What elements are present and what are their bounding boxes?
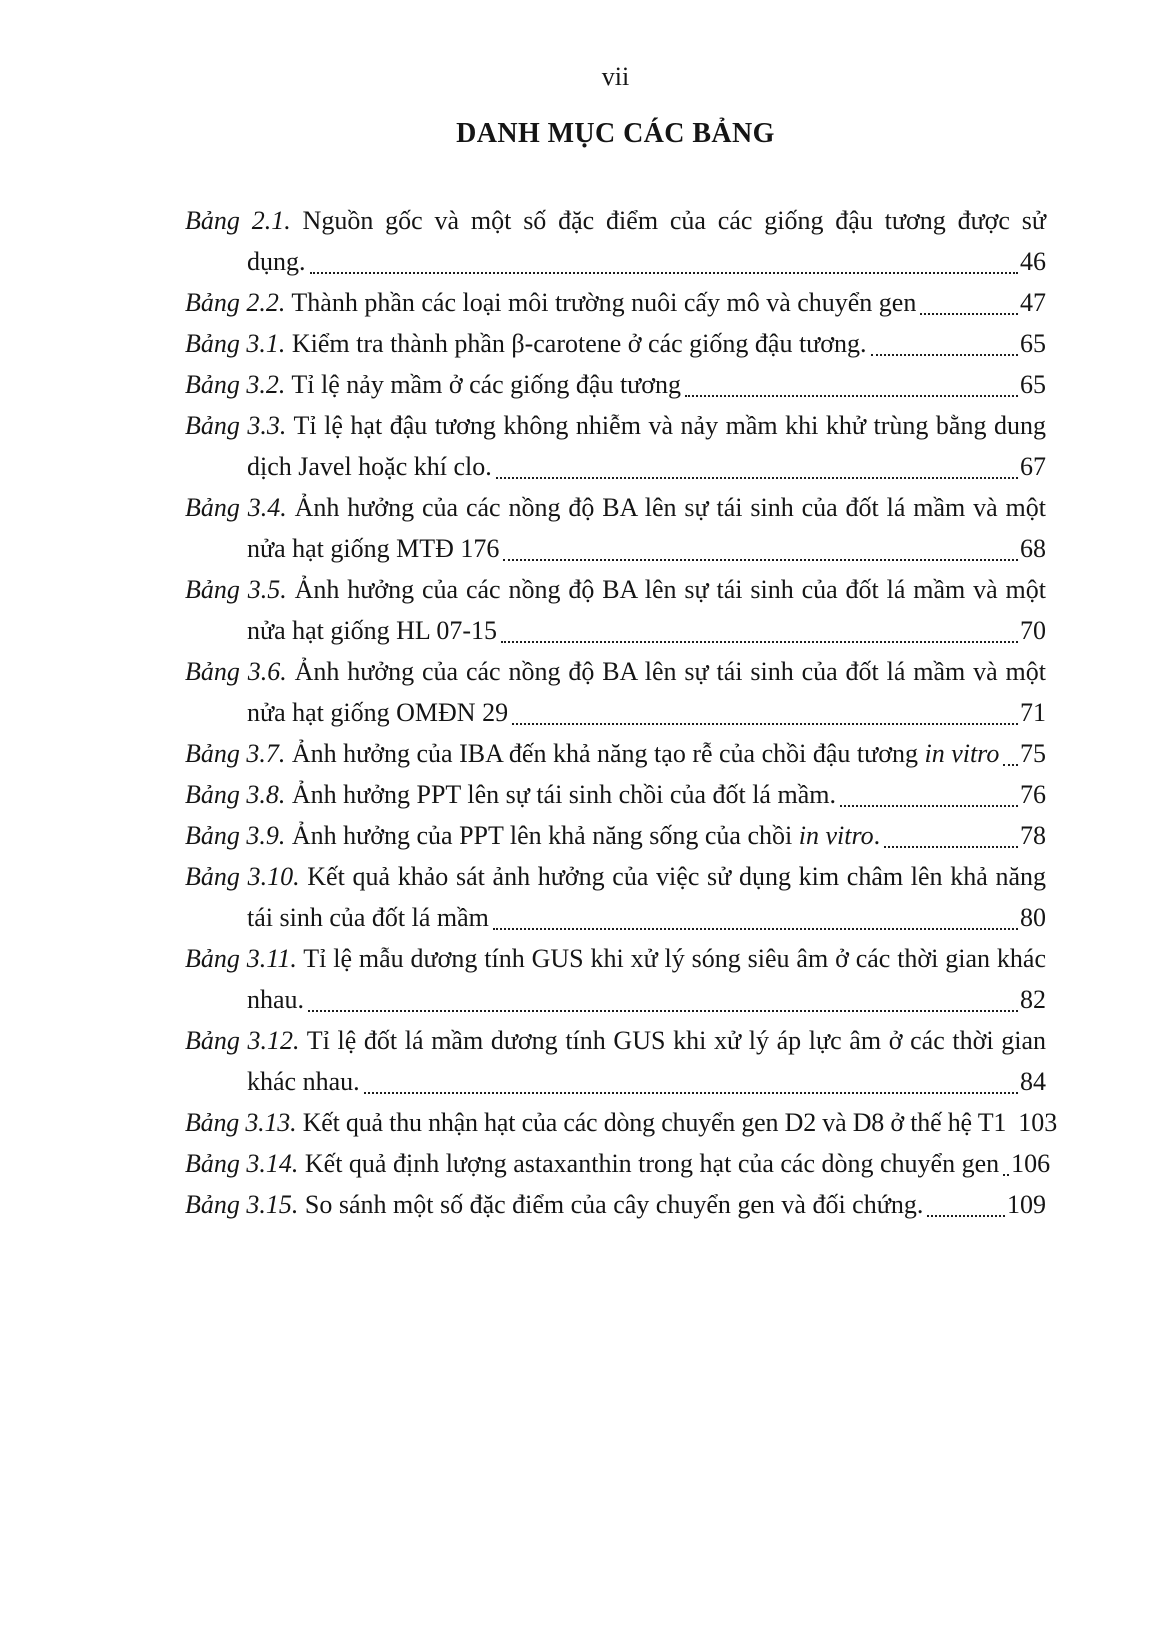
page-reference: 82 [1020,985,1046,1014]
toc-line [185,323,1046,364]
toc-italic-segment: Bảng 3.3. [185,411,287,440]
toc-line [185,241,1046,282]
page-reference: 109 [1007,1190,1046,1219]
toc-italic-segment: Bảng 3.7. [185,739,286,768]
toc-line-text [185,733,999,774]
toc-line [185,405,1046,446]
toc-text-segment: nửa hạt giống OMĐN 29 [247,698,509,727]
toc-line-text [247,979,304,1020]
toc-text-segment: dụng. [247,247,306,276]
page-reference: 78 [1020,821,1046,850]
toc-line [185,897,1046,938]
page-reference: 65 [1020,329,1046,358]
toc-line-text [247,446,492,487]
page-reference: 71 [1020,698,1046,727]
toc-line [185,815,1046,856]
page-reference: 68 [1020,534,1046,563]
page-reference: 46 [1020,247,1046,276]
toc-entry [185,651,1046,733]
toc-text-segment: khác nhau. [247,1067,360,1096]
toc-line [185,856,1046,897]
toc-text-segment: Kết quả định lượng astaxanthin trong hạt của các dòng chuyển gen [298,1149,1000,1178]
toc-line [185,1184,1046,1225]
toc-text-segment: Kết quả khảo sát ảnh hưởng của việc sử dụng kim châm lên khả năng [299,862,1046,891]
toc-line [185,1102,1058,1143]
toc-entry [185,1143,1051,1184]
toc-italic-segment: Bảng 3.9. [185,821,286,850]
toc-line-text [185,815,880,856]
toc-line-text [185,774,836,815]
toc-text-segment: Tỉ lệ nảy mầm ở các giống đậu tương [285,370,682,399]
toc-italic-segment: Bảng 3.2. [185,370,286,399]
toc-text-segment: So sánh một số đặc điểm của cây chuyển gen và đối chứng. [298,1190,924,1219]
page-reference: 103 [1018,1108,1058,1137]
dot-leader [685,395,1018,397]
toc-text-segment: Kiểm tra thành phần β-carotene ở các giống đậu tương. [285,329,867,358]
toc-entry [185,1102,1058,1143]
toc-line [185,610,1046,651]
toc-entry [185,323,1046,364]
toc-entry [185,364,1046,405]
toc-line-text [247,241,306,282]
toc-line [185,1061,1046,1102]
toc-text-segment: . [873,821,881,850]
toc-italic-segment: Bảng 3.12. [185,1026,300,1055]
toc-entry [185,487,1046,569]
toc-italic-segment: Bảng 3.5. [185,575,287,604]
toc-line [185,487,1046,528]
table-of-contents-list [185,200,1058,1225]
toc-italic-segment: Bảng 2.2. [185,288,286,317]
toc-line [185,364,1046,405]
toc-italic-segment: Bảng 3.1. [185,329,286,358]
toc-italic-segment: Bảng 3.4. [185,493,287,522]
dot-leader [493,928,1018,930]
toc-line [185,774,1046,815]
toc-line-text [185,1102,1006,1143]
toc-line-text [185,493,1046,522]
toc-entry [185,1184,1046,1225]
toc-line [185,938,1046,979]
toc-line-text [185,862,1046,891]
page-reference: 70 [1020,616,1046,645]
page-reference: 47 [1020,288,1046,317]
dot-leader [496,477,1018,479]
toc-text-segment: Tỉ lệ mẫu dương tính GUS khi xử lý sóng siêu âm ở các thời gian khác [296,944,1046,973]
toc-italic-segment: Bảng 3.8. [185,780,286,809]
page-reference: 106 [1011,1149,1051,1178]
toc-line [185,692,1046,733]
toc-text-segment: Tỉ lệ đốt lá mầm dương tính GUS khi xử lý áp lực âm ở các thời gian [299,1026,1047,1055]
toc-text-segment: Thành phần các loại môi trường nuôi cấy mô và chuyển gen [285,288,917,317]
page-reference: 65 [1020,370,1046,399]
toc-text-segment: dịch Javel hoặc khí clo. [247,452,492,481]
toc-text-segment: Ảnh hưởng PPT lên sự tái sinh chồi của đốt lá mầm. [285,780,836,809]
toc-line [185,1020,1046,1061]
toc-text-segment: Ảnh hưởng của các nồng độ BA lên sự tái sinh của đốt lá mầm và một [286,575,1046,604]
toc-line [185,1143,1051,1184]
toc-text-segment: Ảnh hưởng của IBA đến khả năng tạo rễ của chồi đậu tương [285,739,925,768]
dot-leader [310,272,1019,274]
toc-text-segment: Nguồn gốc và một số đặc điểm của các giống đậu tương được sử [290,206,1046,235]
page-reference: 75 [1020,739,1046,768]
toc-entry [185,569,1046,651]
toc-text-segment: nửa hạt giống MTĐ 176 [247,534,500,563]
folio-page-number: vii [601,62,630,91]
toc-entry [185,815,1046,856]
toc-entry [185,774,1046,815]
toc-line-text [247,610,497,651]
toc-line [185,979,1046,1020]
toc-entry [185,733,1046,774]
toc-line-text [185,1026,1046,1055]
toc-italic-segment: Bảng 3.11. [185,944,297,973]
toc-line-text [185,944,1046,973]
dot-leader [840,805,1018,807]
toc-line-text [185,1143,999,1184]
toc-line-text [185,1184,923,1225]
toc-entry [185,200,1046,282]
dot-leader [308,1010,1018,1012]
toc-line-text [185,411,1046,440]
dot-leader [920,313,1018,315]
toc-text-segment: Ảnh hưởng của PPT lên khả năng sống của chồi [285,821,799,850]
page-reference: 67 [1020,452,1046,481]
dot-leader [501,641,1018,643]
dot-leader [871,354,1018,356]
toc-text-segment: tái sinh của đốt lá mầm [247,903,489,932]
toc-text-segment: nửa hạt giống HL 07-15 [247,616,497,645]
toc-line [185,446,1046,487]
toc-line-text [247,692,508,733]
toc-text-segment: Kết quả thu nhận hạt của các dòng chuyển gen D2 và D8 ở thế hệ T1 [296,1108,1007,1137]
toc-line-text [247,528,499,569]
toc-entry [185,938,1046,1020]
toc-line [185,569,1046,610]
toc-line-text [185,206,1046,235]
toc-line-text [185,575,1046,604]
toc-text-segment: Ảnh hưởng của các nồng độ BA lên sự tái sinh của đốt lá mầm và một [286,657,1046,686]
toc-line-text [247,897,489,938]
toc-text-segment: Ảnh hưởng của các nồng độ BA lên sự tái sinh của đốt lá mầm và một [286,493,1046,522]
toc-line-text [185,364,681,405]
toc-line [185,282,1046,323]
page-reference: 80 [1020,903,1046,932]
toc-italic-segment: Bảng 3.6. [185,657,287,686]
toc-line [185,200,1046,241]
toc-line [185,733,1046,774]
toc-italic-segment: in vitro [924,739,1000,768]
dot-leader [884,846,1018,848]
toc-italic-segment: Bảng 3.15. [185,1190,299,1219]
toc-text-segment: Tỉ lệ hạt đậu tương không nhiễm và nảy mầm khi khử trùng bằng dung [286,411,1046,440]
page-title: DANH MỤC CÁC BẢNG [456,118,775,149]
page-reference: 76 [1020,780,1046,809]
toc-italic-segment: Bảng 3.14. [185,1149,299,1178]
toc-line [185,651,1046,692]
toc-line-text [185,282,916,323]
toc-line-text [185,323,867,364]
toc-entry [185,856,1046,938]
toc-italic-segment: Bảng 3.10. [185,862,300,891]
toc-entry [185,1020,1046,1102]
toc-text-segment: nhau. [247,985,305,1014]
dot-leader [512,723,1018,725]
toc-line-text [247,1061,360,1102]
toc-italic-segment: Bảng 2.1. [185,206,291,235]
dot-leader [364,1092,1018,1094]
toc-entry [185,282,1046,323]
dot-leader [1003,764,1018,766]
toc-italic-segment: Bảng 3.13. [185,1108,297,1137]
page-reference: 84 [1020,1067,1046,1096]
dot-leader [1003,1174,1009,1176]
dot-leader [503,559,1018,561]
toc-line [185,528,1046,569]
toc-italic-segment: in vitro [798,821,874,850]
toc-line-text [185,657,1046,686]
dot-leader [927,1215,1005,1217]
toc-entry [185,405,1046,487]
page-content [185,0,1058,1225]
